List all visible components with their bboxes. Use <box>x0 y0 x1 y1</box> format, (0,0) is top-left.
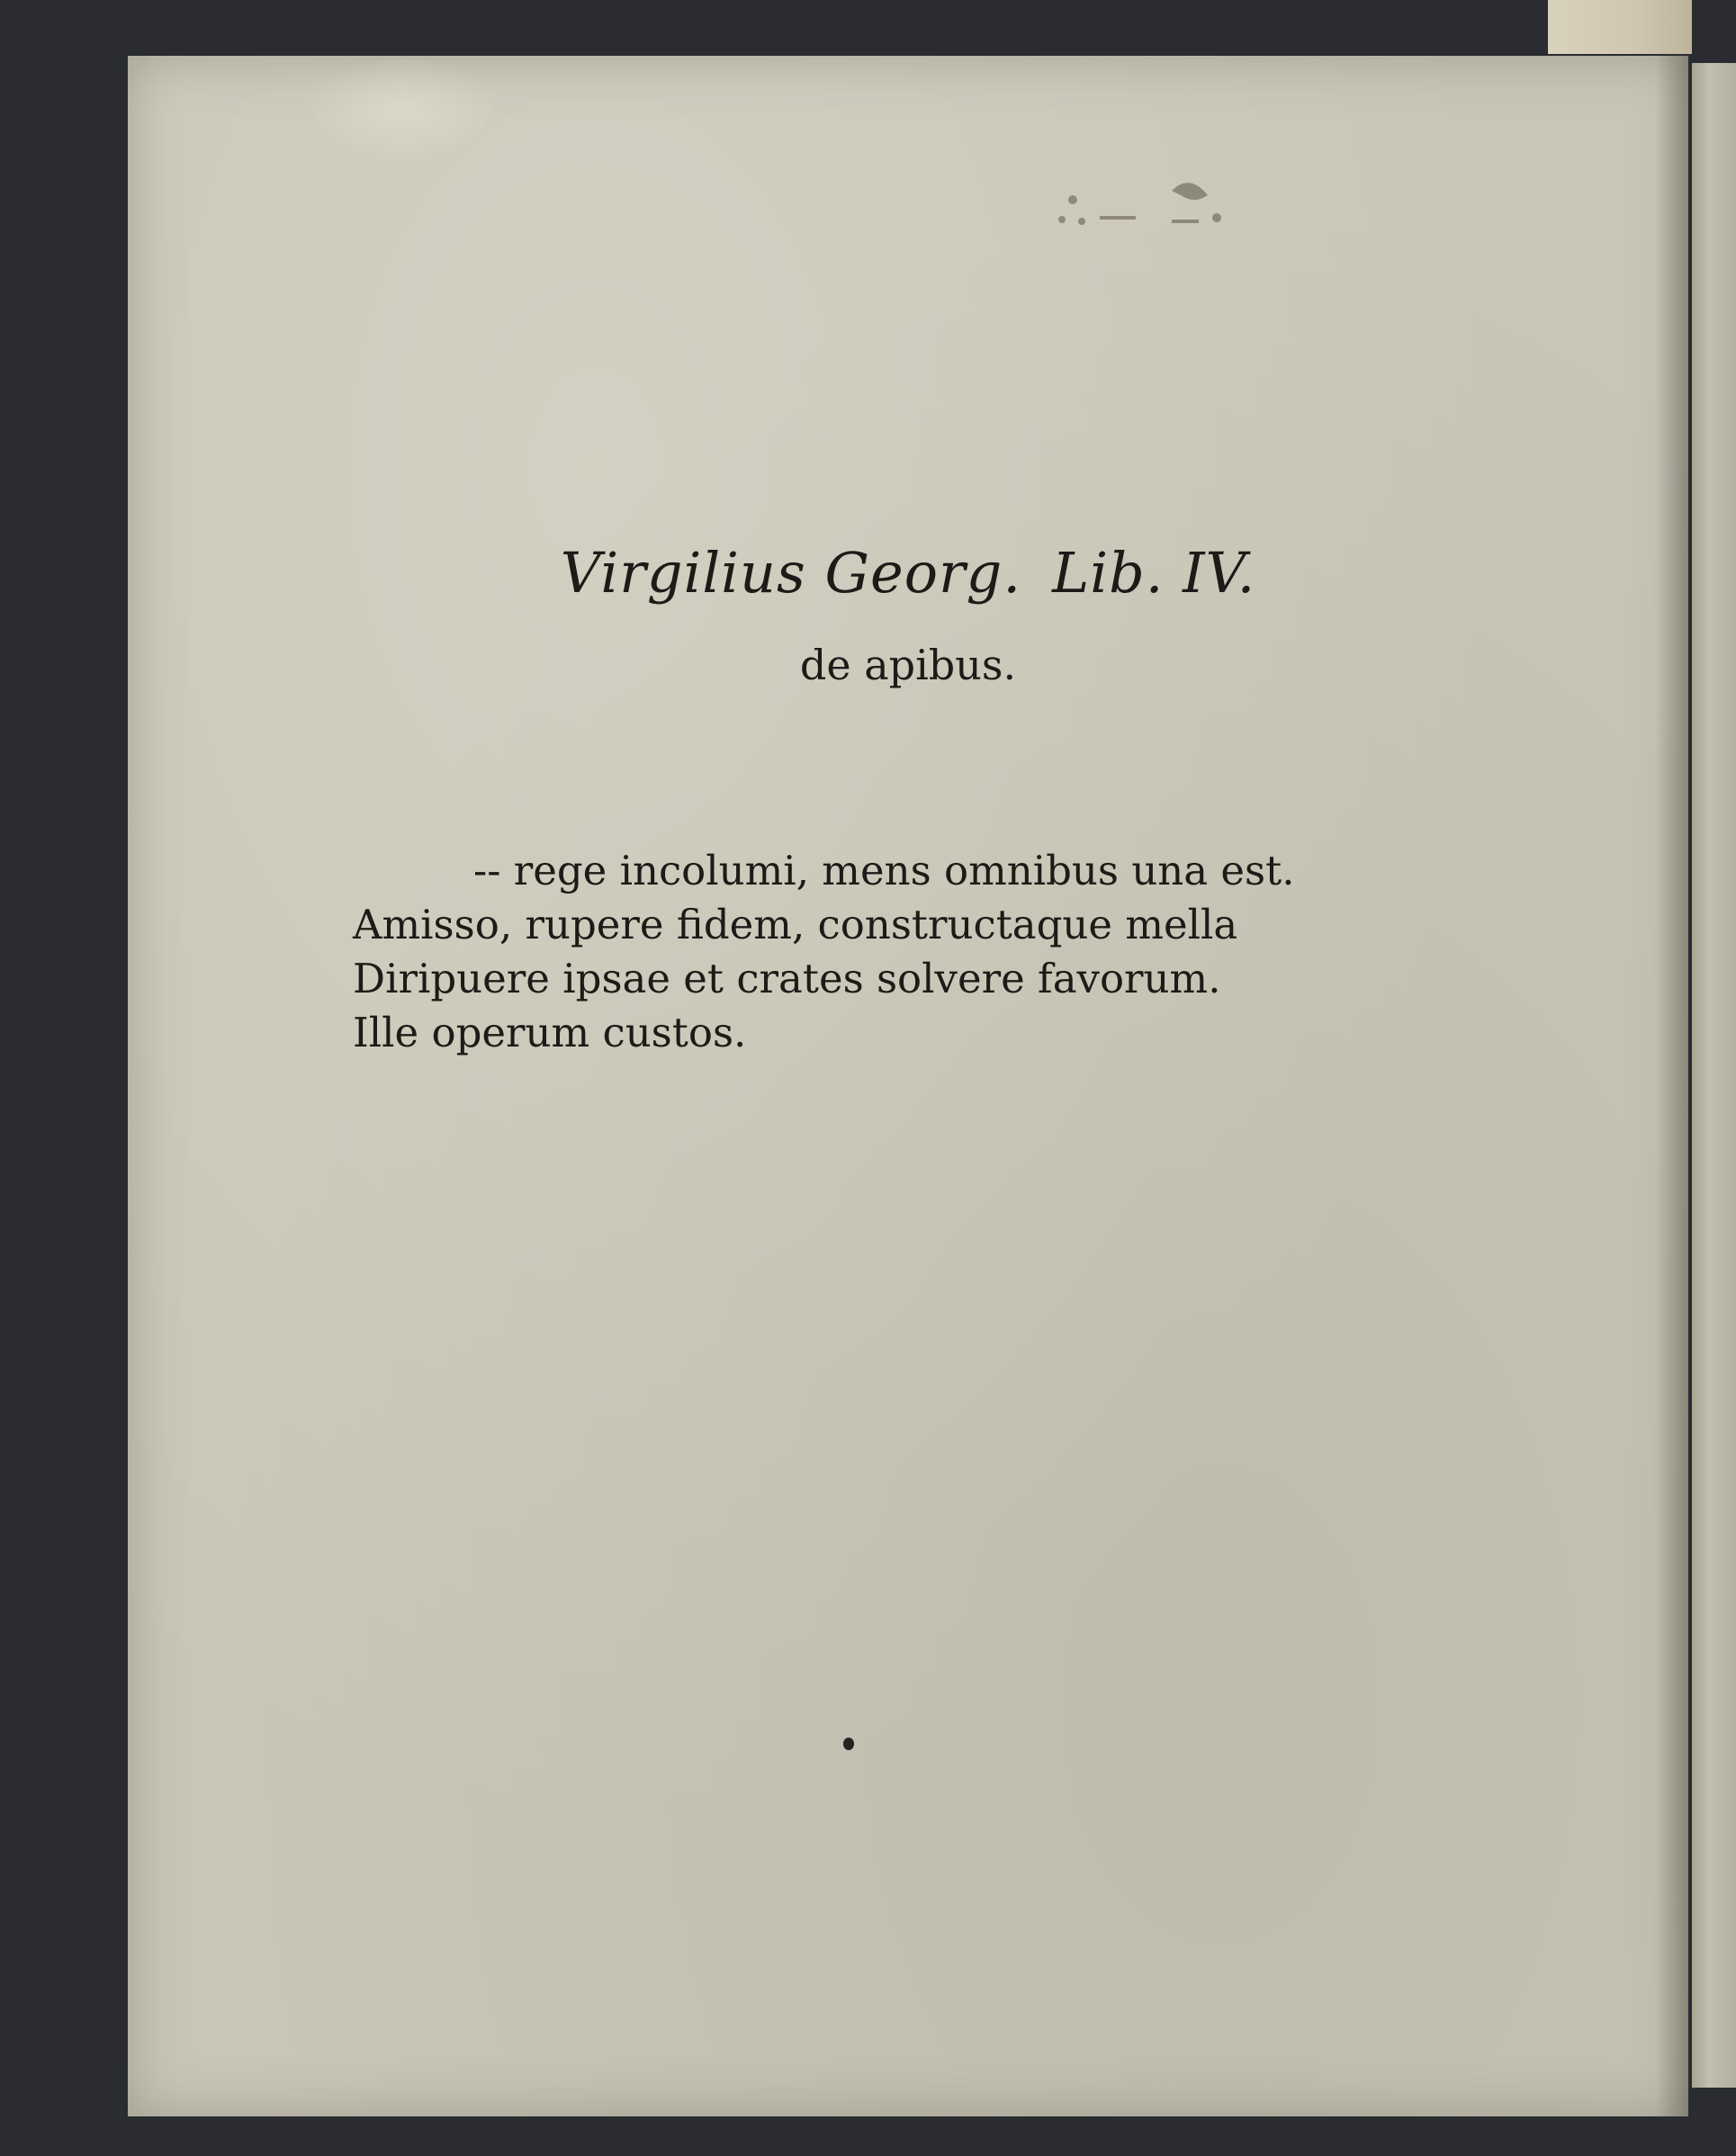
title-book: Lib. IV. <box>1052 540 1256 606</box>
document-page <box>128 56 1688 2116</box>
ink-dot <box>843 1738 854 1750</box>
title-author: Virgilius Georg. <box>560 540 1022 606</box>
verse-line: Ille operum custos. <box>353 1009 747 1056</box>
page-text <box>128 56 1688 2116</box>
page-title <box>128 540 1688 606</box>
page-subtitle: de apibus. <box>799 641 1017 689</box>
adjacent-page-edge <box>1692 63 1736 2088</box>
paper-strip <box>1548 0 1692 54</box>
verse-line: Diripuere ipsae et crates solvere favorum. <box>353 955 1221 1002</box>
verse-line: -- rege incolumi, mens omnibus una est. <box>473 847 1295 894</box>
verse-line: Amisso, rupere fidem, constructaque mella <box>353 901 1238 948</box>
